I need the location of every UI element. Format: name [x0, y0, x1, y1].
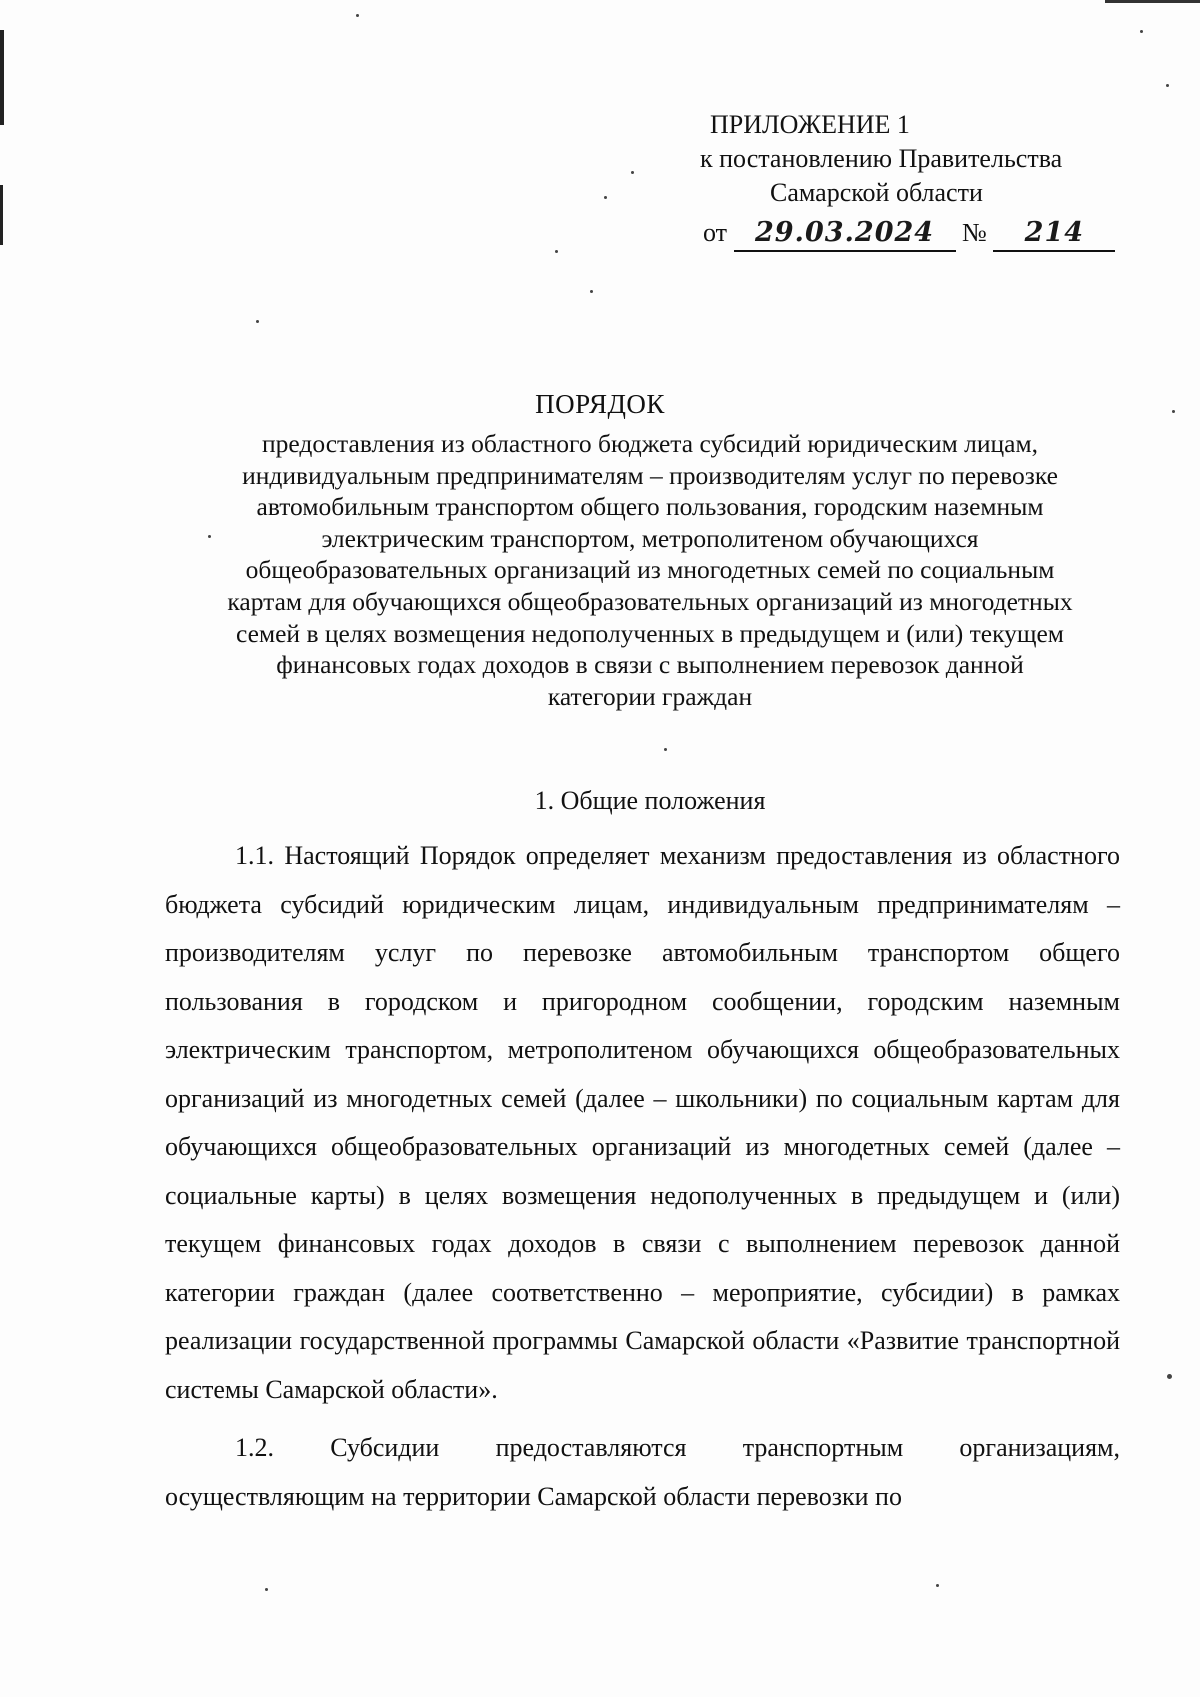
- paragraph-1-1: 1.1. Настоящий Порядок определяет механизм предоставления из областного бюджета субсидий юридическим лицам, индивидуальным предпринимателям – производителям услуг по перевозке автомобильным транспортом общего пользования в городском и пригородном сообщении, городским наземным электрическим транспортом, метрополитеном обучающихся общеобразовательных организаций из многодетных семей (далее – школьники) по социальным картам для обучающихся общеобразовательных организаций из многодетных семей (далее – социальные карты) в целях возмещения недополученных в предыдущем и (или) текущем финансовых годах доходов в связи с выполнением перевозок данной категории граждан (далее соответственно – мероприятие, субсидии) в рамках реализации государственной программы Самарской области «Развитие транспортной системы Самарской области».: [165, 841, 1120, 1404]
- scan-speck: [1166, 84, 1169, 87]
- section-body: [165, 832, 1120, 1521]
- subtitle-line: общеобразовательных организаций из многодетных семей по социальным: [245, 555, 1055, 585]
- subtitle-line: автомобильным транспортом общего пользования, городским наземным: [256, 492, 1044, 522]
- subtitle-line: предоставления из областного бюджета субсидий юридическим лицам,: [262, 429, 1038, 458]
- scan-speck: [256, 320, 259, 323]
- scan-speck: [936, 1584, 939, 1587]
- scan-speck: [1140, 30, 1143, 33]
- paragraph-1-2: 1.2. Субсидии предоставляются транспортным организациям, осуществляющим на территории Самарской области перевозки по: [165, 1433, 1120, 1511]
- appendix-resolution-line: к постановлению Правительства: [700, 144, 1063, 173]
- subtitle-line: семей в целях возмещения недополученных в предыдущем и (или) текущем: [236, 618, 1064, 648]
- subtitle-line: финансовых годах доходов в связи с выполнением перевозок данной: [276, 650, 1024, 680]
- scan-edge-mark: [0, 185, 3, 245]
- scan-edge-mark: [0, 30, 4, 125]
- subtitle-line: индивидуальным предпринимателям – производителям услуг по перевозке: [242, 460, 1058, 490]
- document-subtitle: [160, 428, 1140, 712]
- appendix-title: ПРИЛОЖЕНИЕ 1: [710, 110, 910, 139]
- appendix-date-number-line: [703, 216, 1123, 252]
- number-prefix: №: [962, 218, 987, 247]
- subtitle-line: категории граждан: [547, 681, 753, 711]
- scan-speck: [356, 14, 359, 17]
- scan-speck: [631, 171, 634, 174]
- scan-speck: [555, 250, 558, 253]
- appendix-region-line: Самарской области: [770, 178, 983, 207]
- scan-speck: [590, 290, 593, 293]
- appendix-block: [640, 108, 1120, 252]
- handwritten-number: 214: [993, 216, 1115, 252]
- section-heading: 1. Общие положения: [534, 786, 766, 815]
- scan-speck: [664, 748, 667, 751]
- scan-speck: [604, 196, 607, 199]
- subtitle-line: картам для обучающихся общеобразовательных организаций из многодетных: [227, 586, 1073, 616]
- handwritten-date: 29.03.2024: [734, 216, 956, 252]
- subtitle-line: электрическим транспортом, метрополитеном обучающихся: [321, 523, 979, 553]
- scan-speck: [265, 1588, 268, 1591]
- scan-top-line: [1105, 0, 1200, 3]
- date-prefix: от: [703, 218, 728, 247]
- document-title: ПОРЯДОК: [535, 389, 665, 419]
- scan-speck: [1167, 1374, 1172, 1379]
